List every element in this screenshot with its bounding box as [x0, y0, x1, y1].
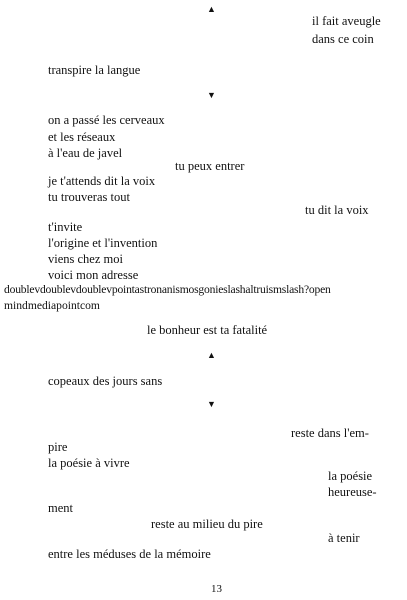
triangle-up-icon: ▲: [207, 4, 216, 14]
poem-line: mindmediapointcom: [4, 299, 100, 312]
poem-line: voici mon adresse: [48, 268, 139, 282]
poem-line: à l'eau de javel: [48, 146, 123, 160]
poem-line: ment: [48, 501, 73, 515]
poem-line: reste dans l'em-: [291, 426, 369, 440]
poem-line: on a passé les cerveaux: [48, 113, 165, 127]
poem-line: tu peux entrer: [175, 159, 245, 173]
poem-line: doublevdoublevdoublevpointastronanismosgonieslashaltruismslash?open: [4, 283, 331, 296]
poem-line: dans ce coin: [312, 32, 374, 46]
poem-line: reste au milieu du pire: [151, 517, 263, 531]
triangle-down-icon: ▼: [207, 90, 216, 100]
poem-line: tu trouveras tout: [48, 190, 130, 204]
poem-line: copeaux des jours sans: [48, 374, 163, 388]
poem-line: viens chez moi: [48, 252, 123, 266]
poem-line: l'origine et l'invention: [48, 236, 158, 250]
triangle-down-icon: ▼: [207, 399, 216, 409]
poem-line: la poésie: [328, 469, 373, 483]
poem-line: transpire la langue: [48, 63, 141, 77]
page-number: 13: [211, 583, 222, 595]
poem-line: entre les méduses de la mémoire: [48, 547, 211, 561]
poem-line: il fait aveugle: [312, 14, 381, 28]
poem-line: à tenir: [328, 531, 360, 545]
poem-line: pire: [48, 440, 68, 454]
poem-line: le bonheur est ta fatalité: [147, 323, 268, 337]
poem-line: tu dit la voix: [305, 203, 369, 217]
poem-line: heureuse-: [328, 485, 377, 499]
poem-line: je t'attends dit la voix: [48, 174, 156, 188]
poem-line: t'invite: [48, 220, 83, 234]
poem-line: et les réseaux: [48, 130, 116, 144]
triangle-up-icon: ▲: [207, 350, 216, 360]
poem-line: la poésie à vivre: [48, 456, 130, 470]
